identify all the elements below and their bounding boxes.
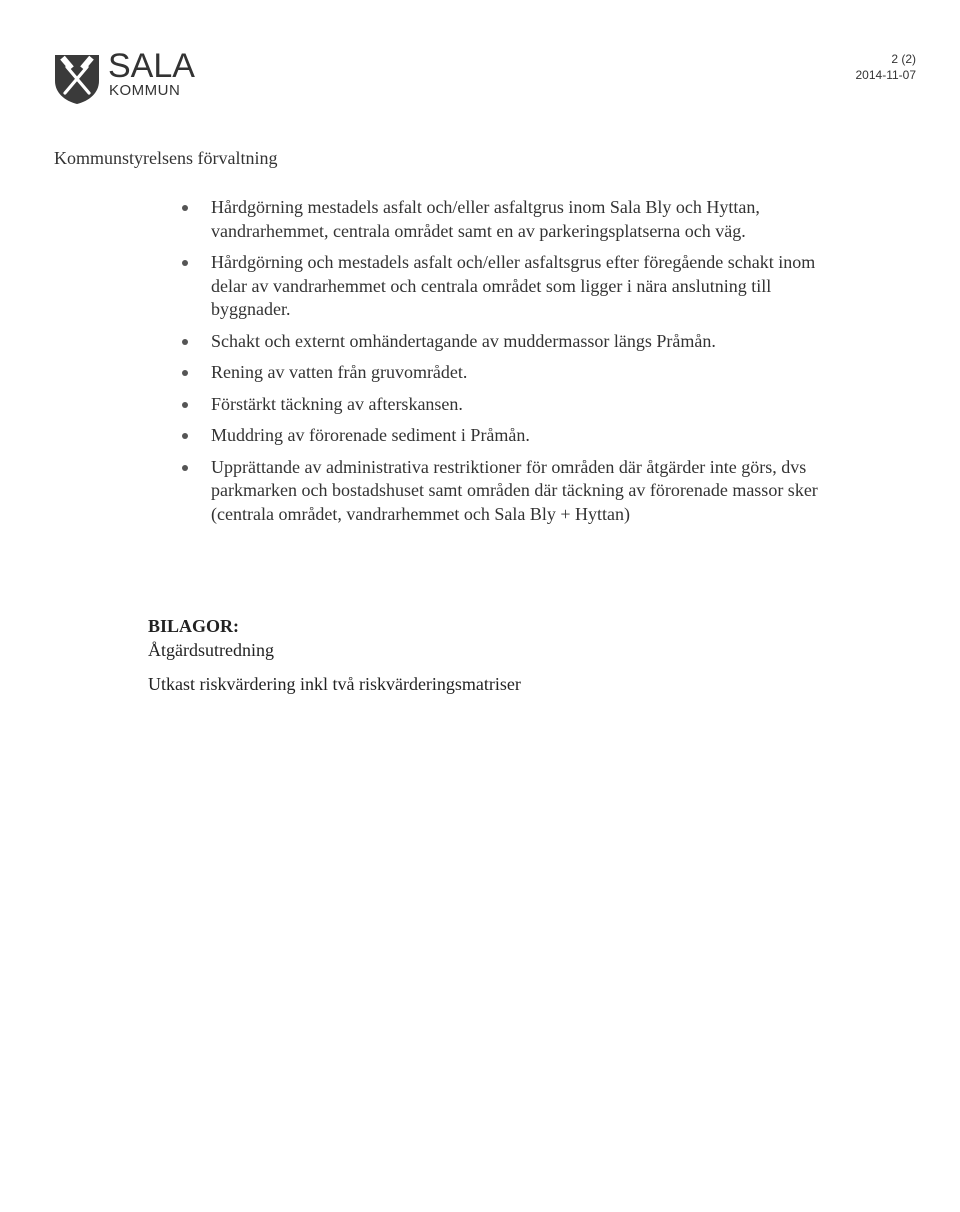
list-item-text: Hårdgörning mestadels asfalt och/eller asfaltgrus inom Sala Bly och Hyttan, vandrarhemmet, centrala området samt en av parkeringsplatserna och väg. (211, 197, 760, 241)
bullet-icon (182, 370, 188, 376)
list-item-text: Förstärkt täckning av afterskansen. (211, 393, 463, 414)
list-item-text: Hårdgörning och mestadels asfalt och/eller asfaltsgrus efter föregående schakt inom delar av vandrarhemmet och centrala området som ligger i nära anslutning till byggnader. (211, 252, 816, 319)
list-item-text: Rening av vatten från gruvområdet. (211, 362, 468, 382)
bullet-icon (182, 433, 188, 439)
list-item (175, 456, 835, 527)
list-item (175, 196, 835, 243)
logo-name: SALA (108, 47, 195, 85)
list-item-text: Muddring av förorenade sediment i Pråmån. (211, 425, 530, 445)
bullet-icon (182, 339, 188, 345)
attachment-item: Åtgärdsutredning (148, 640, 274, 660)
list-item (175, 393, 835, 417)
document-date: 2014-11-07 (855, 68, 916, 82)
bullet-icon (182, 465, 188, 471)
attachments-section (148, 614, 521, 696)
crossed-hammers-shield-icon (53, 51, 101, 105)
logo-subtitle: KOMMUN (109, 82, 181, 99)
department-name: Kommunstyrelsens förvaltning (54, 148, 278, 168)
attachments-heading: BILAGOR: (148, 616, 240, 636)
list-item (175, 251, 835, 322)
list-item-text: Schakt och externt omhändertagande av muddermassor längs Pråmån. (211, 330, 716, 351)
attachment-item: Utkast riskvärdering inkl två riskvärderingsmatriser (148, 674, 521, 694)
list-item (175, 361, 835, 385)
list-item (175, 424, 835, 448)
list-item-text: Upprättande av administrativa restriktioner för områden där åtgärder inte görs, dvs parkmarken och bostadshuset samt områden där täckning av förorenade massor sker (centrala området, vandrarhemmet och Sala Bly + Hyttan) (211, 456, 818, 524)
bullet-icon (182, 260, 188, 266)
bullet-icon (182, 402, 188, 408)
sala-kommun-logo (53, 47, 203, 107)
page-meta (856, 51, 917, 83)
bullet-icon (182, 205, 188, 211)
page-number: 2 (2) (891, 52, 916, 66)
measures-list (175, 196, 835, 534)
list-item (175, 330, 835, 354)
